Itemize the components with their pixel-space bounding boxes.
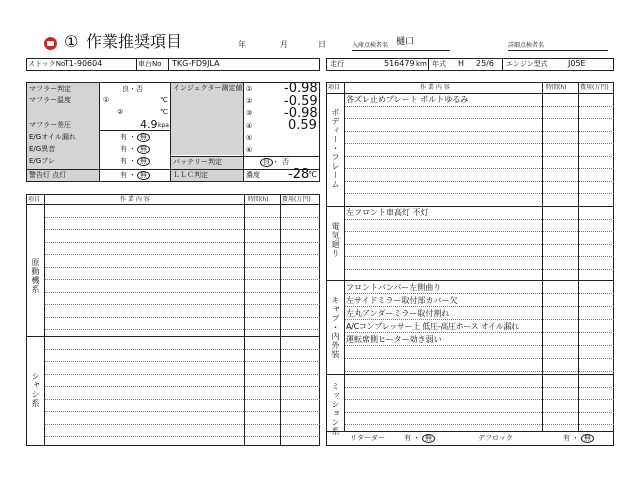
left-work-table	[26, 194, 320, 446]
shake-none[interactable]: 無	[137, 157, 150, 166]
warning-light-label: 警告灯 点灯	[29, 171, 67, 179]
section-engine: 原動機系	[31, 258, 40, 294]
section-cab: キャブ・内外装	[331, 296, 340, 359]
row-guide	[45, 424, 320, 425]
right-header-time: 時間(h)	[546, 84, 567, 91]
section-mission: ミッション系	[331, 382, 340, 436]
row-guide	[45, 386, 320, 387]
retarder-sep: ・	[413, 434, 420, 442]
right-header-item: 項目	[328, 84, 341, 91]
row-guide	[345, 219, 614, 220]
mileage-unit: km	[416, 60, 427, 68]
row-guide	[345, 293, 614, 294]
injector-3-value[interactable]: -0.98	[284, 106, 318, 121]
injector-1-no: ①	[246, 85, 253, 93]
year-label: 年	[238, 40, 246, 49]
noise-yes[interactable]: 有	[120, 145, 127, 153]
temp-2-no: ②	[117, 108, 124, 116]
diff-lock-yes[interactable]: 有	[563, 434, 570, 442]
left-header-item: 項目	[28, 196, 41, 203]
row-guide	[345, 371, 614, 372]
mileage-label: 走行	[330, 60, 344, 68]
left-header-time: 時間(h)	[248, 196, 269, 203]
shake-label: E/Gブレ	[29, 157, 55, 165]
stock-value[interactable]: T1-90604	[64, 59, 103, 68]
left-header-work: 作 業 内 容	[120, 196, 150, 203]
month-label: 月	[280, 40, 288, 49]
temp-1-no: ①	[103, 96, 110, 104]
muffler-diff-value[interactable]: 4.9	[140, 118, 158, 131]
row-guide	[45, 436, 320, 437]
row-guide	[45, 267, 320, 268]
diff-lock-none[interactable]: 無	[581, 434, 594, 443]
model-label: 車台No	[138, 60, 162, 68]
row-guide	[345, 193, 614, 194]
row-guide	[45, 411, 320, 412]
injector-4-no: ④	[246, 122, 253, 130]
engine-label: エンジン型式	[506, 60, 548, 68]
muffler-judge-label: マフラー判定	[29, 85, 71, 93]
row-guide	[345, 181, 614, 182]
row-guide	[345, 256, 614, 257]
cab-entry-2[interactable]: 左サイドミラー取付部カバー欠	[346, 296, 458, 305]
warning-sep: ・	[129, 171, 136, 179]
row-guide	[345, 306, 614, 307]
injector-label: インジェクター測定値	[173, 84, 243, 92]
llc-label: ＬＬＣ判定	[173, 171, 208, 179]
section-body: ボディー・フレーム	[331, 108, 340, 189]
row-guide	[345, 424, 614, 425]
electric-entry-1[interactable]: 左フロント車高灯 不灯	[346, 208, 429, 217]
row-guide	[345, 231, 614, 232]
injector-1-value[interactable]: -0.98	[284, 81, 318, 96]
mileage-value[interactable]: 516479	[384, 59, 415, 68]
row-guide	[45, 304, 320, 305]
row-guide	[345, 269, 614, 270]
diff-lock-label: デフロック	[478, 434, 513, 442]
cab-entry-5[interactable]: 運転席側ヒーター効き弱い	[346, 335, 442, 344]
row-guide	[345, 143, 614, 144]
row-guide	[345, 387, 614, 388]
cab-entry-3[interactable]: 左丸アンダーミラー取付割れ	[346, 309, 450, 318]
cab-entry-4[interactable]: A/Cコンプレッサー上 低圧-高圧ホース オイル漏れ	[346, 322, 519, 331]
abnormal-noise-label: E/G異音	[29, 145, 56, 153]
shake-yes[interactable]: 有	[120, 157, 127, 165]
cab-entry-1[interactable]: フロントバンパー左側曲り	[346, 283, 442, 292]
muffler-diff-label: マフラー差圧	[29, 121, 71, 129]
injector-5-no: ⑤	[246, 134, 253, 142]
inspector-label: 入庫点検者名	[352, 42, 389, 49]
injector-4-value[interactable]: 0.59	[288, 118, 317, 133]
retarder-label: リターダー	[350, 434, 385, 442]
oil-leak-yes[interactable]: 有	[120, 133, 127, 141]
battery-label: バッテリー判定	[173, 158, 222, 166]
left-header-cost: 費用(万円)	[282, 196, 311, 203]
injector-2-no: ②	[246, 97, 253, 105]
retarder-none[interactable]: 無	[422, 434, 435, 443]
row-guide	[345, 332, 614, 333]
row-guide	[45, 317, 320, 318]
row-guide	[45, 361, 320, 362]
row-guide	[345, 319, 614, 320]
diff-lock-sep: ・	[572, 434, 579, 442]
llc-value[interactable]: -28	[288, 167, 310, 182]
header-icon	[44, 37, 57, 50]
row-guide	[45, 217, 320, 218]
section-electric: 電気廻り	[331, 222, 340, 258]
temp-2-unit: ℃	[160, 108, 168, 116]
right-header-cost: 費用(万円)	[580, 84, 609, 91]
engine-value[interactable]: J05E	[568, 59, 586, 68]
muffler-temp-label: マフラー温度	[29, 96, 71, 104]
row-guide	[345, 345, 614, 346]
row-guide	[45, 374, 320, 375]
oil-leak-label: E/Gオイル漏れ	[29, 133, 76, 141]
injector-2-value[interactable]: -0.59	[284, 94, 318, 109]
row-guide	[45, 254, 320, 255]
body-entry-1[interactable]: 各ズレ止めプレート ボルトゆるみ	[346, 95, 469, 104]
row-guide	[345, 358, 614, 359]
right-header-work: 作 業 内 容	[420, 84, 450, 91]
row-guide	[45, 399, 320, 400]
battery-bad[interactable]: 否	[282, 158, 289, 166]
row-guide	[345, 156, 614, 157]
row-guide	[45, 279, 320, 280]
noise-sep: ・	[129, 145, 136, 153]
concentration-label: 濃度	[246, 171, 260, 179]
detail-inspector-label: 詳細点検者名	[508, 42, 545, 49]
row-guide	[345, 412, 614, 413]
row-guide	[45, 229, 320, 230]
page-title: 作業推奨項目	[86, 32, 183, 51]
muffler-judge-value[interactable]: 良・否	[122, 85, 143, 93]
battery-good[interactable]: 良	[260, 158, 273, 167]
injector-6-no: ⑥	[246, 146, 253, 154]
row-guide	[45, 329, 320, 330]
row-guide	[345, 168, 614, 169]
row-guide	[345, 131, 614, 132]
right-work-table	[326, 82, 614, 446]
era-value: H	[458, 59, 465, 68]
injector-3-no: ③	[246, 109, 253, 117]
stock-label: ストックNo	[28, 60, 66, 68]
warning-yes[interactable]: 有	[120, 171, 127, 179]
llc-unit: ℃	[308, 170, 317, 179]
year-value[interactable]: 25/6	[476, 59, 494, 68]
title-number: ①	[64, 32, 79, 51]
retarder-yes[interactable]: 有	[404, 434, 411, 442]
row-guide	[345, 106, 614, 107]
row-guide	[345, 244, 614, 245]
oil-leak-sep: ・	[129, 133, 136, 141]
noise-none[interactable]: 無	[137, 145, 150, 154]
battery-sep: ・	[272, 158, 279, 166]
row-guide	[345, 399, 614, 400]
section-chassis: シャシ系	[31, 372, 40, 408]
year-type-label: 年式	[432, 60, 446, 68]
row-guide	[45, 349, 320, 350]
muffler-diff-unit: kpa	[158, 122, 169, 129]
shake-sep: ・	[129, 157, 136, 165]
inspector-name[interactable]: 樋口	[396, 37, 415, 47]
oil-leak-none[interactable]: 無	[137, 133, 150, 142]
row-guide	[345, 118, 614, 119]
temp-1-unit: ℃	[160, 96, 168, 104]
row-guide	[45, 242, 320, 243]
day-label: 日	[318, 40, 326, 49]
row-guide	[45, 292, 320, 293]
model-value[interactable]: TKG-FD9JLA	[172, 59, 220, 68]
warning-none[interactable]: 無	[137, 171, 150, 180]
